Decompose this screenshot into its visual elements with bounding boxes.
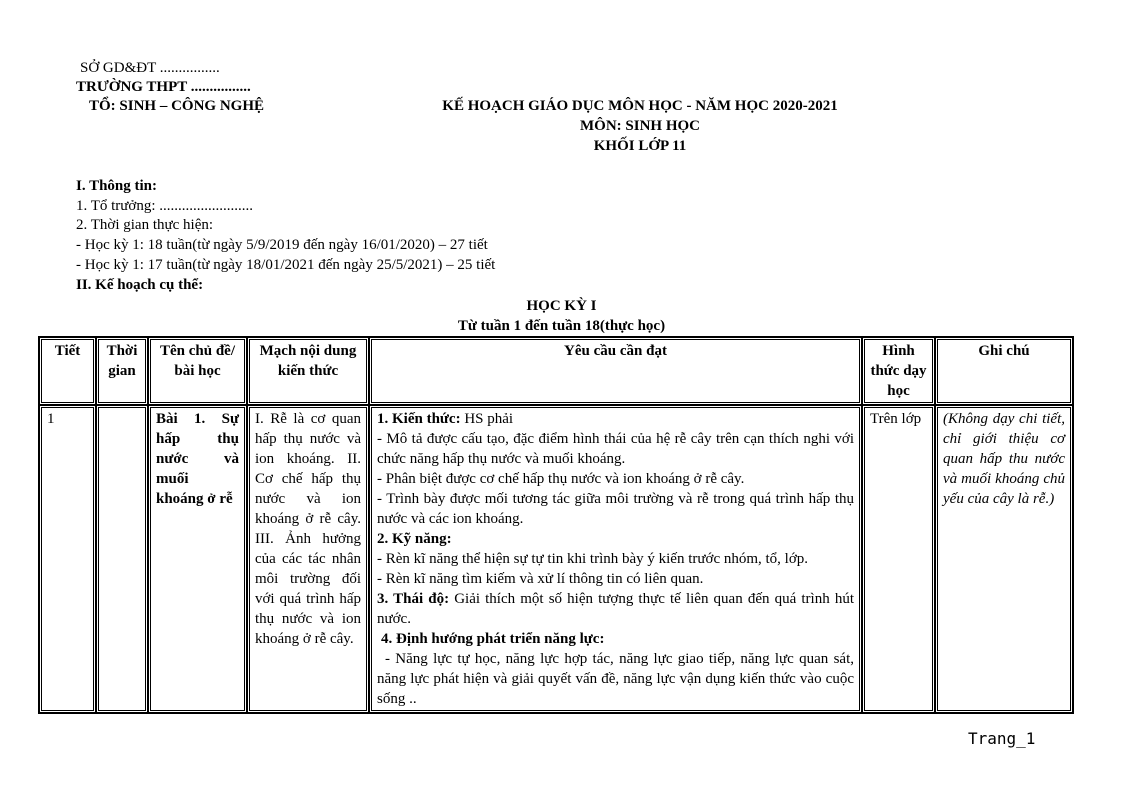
info-line: - Học kỳ 1: 18 tuần(từ ngày 5/9/2019 đến ngày 16/01/2020) – 27 tiết (76, 237, 488, 253)
document-title: KẾ HOẠCH GIÁO DỤC MÔN HỌC - NĂM HỌC 2020-2021 (442, 98, 838, 114)
period-cell: 1 (39, 405, 96, 713)
note-cell: (Không dạy chi tiết, chỉ giới thiệu cơ quan hấp thu nước và muối khoáng chủ yếu của cây là rễ.) (935, 405, 1073, 713)
plan-heading: II. Kế hoạch cụ thể: (76, 277, 204, 293)
info-line: 2. Thời gian thực hiện: (76, 217, 214, 233)
department-line: SỞ GD&ĐT ................ (80, 60, 220, 76)
column-header-period: Tiết (39, 337, 96, 405)
column-header-lesson: Tên chủ đề/ bài học (148, 337, 247, 405)
skill-label: 2. Kỹ năng: (377, 531, 452, 547)
time-cell (96, 405, 148, 713)
column-header-time: Thời gian (96, 337, 148, 405)
competence-label: 4. Định hướng phát triển năng lực: (381, 631, 605, 647)
knowledge-item: - Phân biệt được cơ chế hấp thụ nước và ion khoáng ở rễ cây. (377, 471, 745, 487)
skill-item: - Rèn kĩ năng tìm kiếm và xử lí thông tin có liên quan. (377, 571, 704, 587)
table-header-row (39, 337, 1073, 405)
attitude-label: 3. Thái độ: (377, 591, 450, 607)
semester-title: HỌC KỲ I (526, 298, 597, 314)
semester-subtitle: Từ tuần 1 đến tuần 18(thực học) (457, 318, 666, 334)
requirements-cell (369, 405, 862, 713)
column-header-content: Mạch nội dung kiến thức (247, 337, 369, 405)
knowledge-intro: HS phải (460, 411, 514, 427)
competence-text: - Năng lực tự học, năng lực hợp tác, năng lực giao tiếp, năng lực quan sát, năng lực phát hiện và giải quyết vấn đề, năng lực vận dụng kiến thức vào cuộc sống .. (377, 651, 854, 707)
column-header-note: Ghi chú (935, 337, 1073, 405)
plan-table (38, 336, 1074, 714)
group-line: TỔ: SINH – CÔNG NGHỆ (89, 98, 265, 114)
table-row (39, 405, 1073, 713)
page-number: Trang_1 (968, 729, 1036, 748)
knowledge-label: 1. Kiến thức: (377, 411, 461, 427)
knowledge-item: - Mô tả được cấu tạo, đặc điểm hình thái của hệ rễ cây trên cạn thích nghi với chức năng hấp thụ nước và muối khoáng. (377, 431, 854, 467)
grade-line: KHỐI LỚP 11 (593, 138, 687, 154)
school-line: TRƯỜNG THPT ................ (76, 79, 251, 95)
form-cell: Trên lớp (862, 405, 935, 713)
content-cell: I. Rễ là cơ quan hấp thụ nước và ion khoáng. II. Cơ chế hấp thụ nước và ion khoáng ở rễ cây. III. Ảnh hưởng của các tác nhân môi trường đối với quá trình hấp thụ nước và ion khoáng ở rễ cây. (247, 405, 369, 713)
skill-item: - Rèn kĩ năng thể hiện sự tự tin khi trình bày ý kiến trước nhóm, tổ, lớp. (377, 551, 809, 567)
column-header-requirements: Yêu cầu cần đạt (369, 337, 862, 405)
subject-line: MÔN: SINH HỌC (580, 118, 700, 134)
knowledge-item: - Trình bày được mối tương tác giữa môi trường và rễ trong quá trình hấp thụ nước và các ion khoáng. (377, 491, 854, 527)
info-line: - Học kỳ 1: 17 tuần(từ ngày 18/01/2021 đến ngày 25/5/2021) – 25 tiết (76, 257, 496, 273)
info-heading: I. Thông tin: (76, 178, 158, 194)
column-header-form: Hình thức dạy học (862, 337, 935, 405)
lesson-cell: Bài 1. Sự hấp thụ nước và muối khoáng ở rễ (148, 405, 247, 713)
info-line: 1. Tổ trưởng: ......................... (76, 198, 254, 214)
attitude-text: Giải thích một số hiện tượng thực tế liên quan đến quá trình hút nước. (377, 591, 854, 627)
